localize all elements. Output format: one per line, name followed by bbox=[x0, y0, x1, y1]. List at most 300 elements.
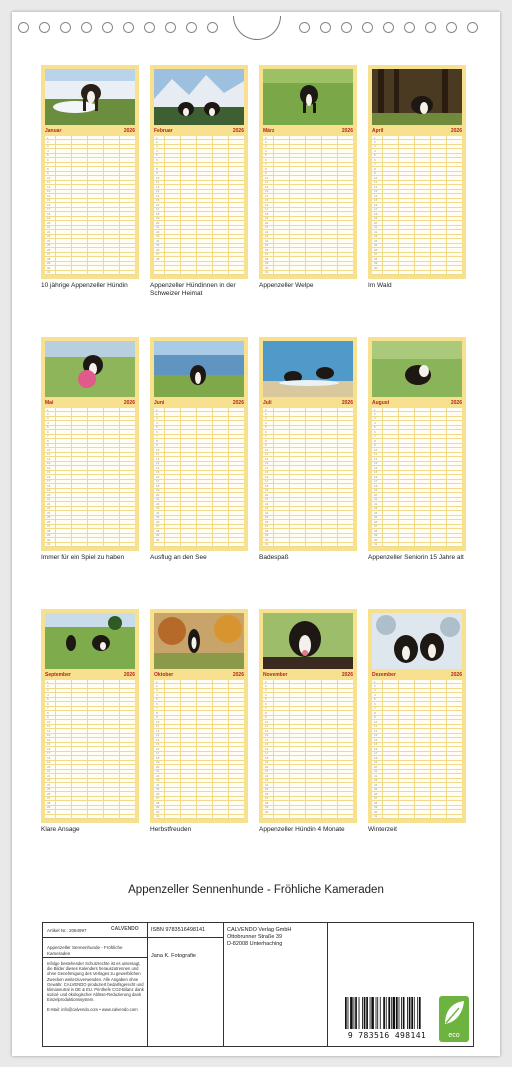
day-number: 9 bbox=[265, 171, 267, 176]
day-number: 24 bbox=[374, 782, 378, 787]
grid-column-line bbox=[103, 136, 104, 275]
day-number: 26 bbox=[265, 247, 269, 252]
day-number: 20 bbox=[156, 492, 160, 497]
month-day-grid bbox=[154, 136, 244, 275]
binding-hole bbox=[18, 22, 29, 33]
day-number: 26 bbox=[374, 519, 378, 524]
month-name: Februar bbox=[154, 128, 173, 134]
day-number: 20 bbox=[156, 764, 160, 769]
day-number: 27 bbox=[156, 252, 160, 257]
barcode-bar bbox=[376, 997, 377, 1029]
day-number: 2 bbox=[156, 411, 158, 416]
day-number: 12 bbox=[265, 456, 269, 461]
day-number: 22 bbox=[47, 773, 51, 778]
day-number: 22 bbox=[265, 501, 269, 506]
day-number: 13 bbox=[265, 189, 269, 194]
day-number: 23 bbox=[47, 778, 51, 783]
binding-hole bbox=[425, 22, 436, 33]
month-name: März bbox=[263, 128, 275, 134]
grid-column-line bbox=[119, 136, 120, 275]
grid-column-line bbox=[289, 680, 290, 819]
day-number: 10 bbox=[374, 719, 378, 724]
day-number: 7 bbox=[265, 434, 267, 439]
day-number: 15 bbox=[374, 470, 378, 475]
dog-photo-puppy bbox=[263, 613, 353, 669]
day-number: 28 bbox=[265, 256, 269, 261]
day-number: 18 bbox=[374, 483, 378, 488]
month-day-grid bbox=[45, 136, 135, 275]
day-number: 14 bbox=[47, 465, 51, 470]
month-year: 2026 bbox=[450, 400, 462, 406]
day-number: 19 bbox=[265, 216, 269, 221]
day-number: 29 bbox=[156, 805, 160, 810]
grid-column-line bbox=[446, 680, 447, 819]
day-number: 6 bbox=[47, 429, 49, 434]
caption-oktober: Herbstfreuden bbox=[150, 826, 192, 833]
day-number: 27 bbox=[265, 524, 269, 529]
day-number: 14 bbox=[374, 737, 378, 742]
day-number: 25 bbox=[156, 787, 160, 792]
day-number: 13 bbox=[156, 189, 160, 194]
day-number: 19 bbox=[156, 488, 160, 493]
binding-hole bbox=[165, 22, 176, 33]
day-number: 2 bbox=[47, 683, 49, 688]
caption-mai: Immer für ein Spiel zu haben bbox=[41, 554, 125, 561]
barcode-bar bbox=[345, 997, 347, 1029]
day-number: 7 bbox=[265, 706, 267, 711]
day-number: 25 bbox=[156, 243, 160, 248]
day-number: 15 bbox=[265, 198, 269, 203]
day-number: 20 bbox=[47, 220, 51, 225]
day-number: 18 bbox=[374, 755, 378, 760]
day-number: 9 bbox=[47, 715, 49, 720]
day-number: 13 bbox=[156, 461, 160, 466]
month-day-grid bbox=[263, 136, 353, 275]
month-name: Mai bbox=[45, 400, 54, 406]
day-number: 8 bbox=[265, 710, 267, 715]
day-number: 28 bbox=[156, 528, 160, 533]
month-header bbox=[263, 399, 353, 407]
grid-column-line bbox=[212, 408, 213, 547]
day-number: 19 bbox=[265, 760, 269, 765]
grid-column-line bbox=[337, 680, 338, 819]
day-number: 14 bbox=[156, 465, 160, 470]
barcode-bar bbox=[348, 997, 349, 1029]
grid-column-line bbox=[289, 136, 290, 275]
grid-column-line bbox=[180, 680, 181, 819]
day-number: 5 bbox=[47, 425, 49, 430]
day-number: 27 bbox=[265, 252, 269, 257]
day-number: 10 bbox=[47, 175, 51, 180]
day-number: 5 bbox=[156, 697, 158, 702]
day-number: 13 bbox=[374, 461, 378, 466]
grid-column-line bbox=[321, 136, 322, 275]
month-photo bbox=[263, 613, 353, 669]
day-row bbox=[45, 543, 135, 547]
day-number: 30 bbox=[47, 265, 51, 270]
month-year: 2026 bbox=[341, 128, 353, 134]
month-header bbox=[154, 399, 244, 407]
day-number: 5 bbox=[47, 697, 49, 702]
day-number: 14 bbox=[265, 465, 269, 470]
day-number: 21 bbox=[156, 497, 160, 502]
day-number: 7 bbox=[374, 706, 376, 711]
binding-hole bbox=[186, 22, 197, 33]
day-number: 26 bbox=[47, 519, 51, 524]
dog-photo-ball bbox=[45, 341, 135, 397]
day-number: 28 bbox=[156, 256, 160, 261]
day-number: 10 bbox=[374, 175, 378, 180]
grid-column-line bbox=[321, 680, 322, 819]
day-number: 20 bbox=[265, 220, 269, 225]
day-number: 7 bbox=[156, 434, 158, 439]
month-card-august bbox=[368, 337, 466, 551]
barcode-bar bbox=[350, 997, 353, 1029]
month-header bbox=[263, 671, 353, 679]
day-number: 12 bbox=[374, 728, 378, 733]
day-number: 8 bbox=[156, 166, 158, 171]
month-photo bbox=[45, 613, 135, 669]
day-number: 9 bbox=[156, 715, 158, 720]
day-number: 2 bbox=[265, 411, 267, 416]
day-number: 28 bbox=[374, 256, 378, 261]
day-number: 2 bbox=[374, 139, 376, 144]
day-number: 2 bbox=[47, 411, 49, 416]
caption-august: Appenzeller Seniorin 15 Jahre alt bbox=[368, 554, 464, 561]
day-number: 1 bbox=[47, 407, 49, 412]
day-number: 18 bbox=[265, 483, 269, 488]
month-name: Januar bbox=[45, 128, 62, 134]
binding-hole bbox=[102, 22, 113, 33]
day-number: 27 bbox=[156, 524, 160, 529]
day-number: 9 bbox=[374, 443, 376, 448]
day-number: 17 bbox=[47, 207, 51, 212]
day-number: 19 bbox=[47, 488, 51, 493]
day-number: 29 bbox=[265, 533, 269, 538]
day-number: 12 bbox=[47, 184, 51, 189]
day-number: 12 bbox=[156, 184, 160, 189]
day-number: 27 bbox=[47, 796, 51, 801]
day-number: 6 bbox=[374, 429, 376, 434]
month-photo bbox=[154, 613, 244, 669]
day-number: 1 bbox=[265, 407, 267, 412]
day-number: 13 bbox=[47, 733, 51, 738]
day-number: 14 bbox=[156, 737, 160, 742]
day-number: 17 bbox=[374, 479, 378, 484]
day-number: 7 bbox=[156, 706, 158, 711]
day-number: 5 bbox=[265, 697, 267, 702]
day-number: 20 bbox=[47, 764, 51, 769]
barcode-bar bbox=[355, 997, 357, 1029]
day-number: 25 bbox=[265, 243, 269, 248]
day-number: 28 bbox=[47, 256, 51, 261]
day-number: 25 bbox=[47, 515, 51, 520]
day-number: 24 bbox=[156, 238, 160, 243]
day-number: 6 bbox=[47, 701, 49, 706]
grid-column-line bbox=[196, 408, 197, 547]
binding-hole bbox=[383, 22, 394, 33]
caption-juni: Ausflug an den See bbox=[150, 554, 207, 561]
day-number: 22 bbox=[265, 229, 269, 234]
day-number: 3 bbox=[47, 688, 49, 693]
day-number: 7 bbox=[47, 162, 49, 167]
barcode-bar bbox=[359, 997, 360, 1029]
day-number: 1 bbox=[156, 135, 158, 140]
day-number: 9 bbox=[265, 715, 267, 720]
day-number: 4 bbox=[265, 420, 267, 425]
day-number: 28 bbox=[47, 528, 51, 533]
day-number: 18 bbox=[156, 483, 160, 488]
day-number: 2 bbox=[156, 139, 158, 144]
month-day-grid bbox=[372, 136, 462, 275]
grid-column-line bbox=[196, 136, 197, 275]
month-photo bbox=[154, 69, 244, 125]
month-name: August bbox=[372, 400, 390, 406]
day-number: 31 bbox=[374, 814, 378, 819]
day-number: 26 bbox=[265, 519, 269, 524]
day-number: 24 bbox=[374, 238, 378, 243]
day-number: 1 bbox=[374, 407, 376, 412]
day-number: 8 bbox=[374, 710, 376, 715]
article-number: Artikel Nr.: 2084997 bbox=[47, 928, 87, 933]
day-number: 27 bbox=[47, 524, 51, 529]
day-number: 17 bbox=[156, 751, 160, 756]
eco-label: eco bbox=[448, 1032, 460, 1039]
day-number: 30 bbox=[156, 809, 160, 814]
day-number: 18 bbox=[156, 211, 160, 216]
dog-photo-mountains bbox=[154, 69, 244, 125]
grid-column-line bbox=[446, 408, 447, 547]
grid-column-line bbox=[273, 680, 274, 819]
day-number: 28 bbox=[265, 800, 269, 805]
month-header bbox=[45, 671, 135, 679]
day-number: 12 bbox=[47, 728, 51, 733]
day-number: 12 bbox=[156, 456, 160, 461]
day-number: 1 bbox=[374, 679, 376, 684]
barcode-bar bbox=[417, 997, 418, 1029]
day-number: 16 bbox=[156, 474, 160, 479]
month-header bbox=[372, 399, 462, 407]
caption-februar: Appenzeller Hündinnen in der Schweizer Heimat bbox=[150, 282, 236, 297]
month-name: Oktober bbox=[154, 672, 174, 678]
day-number: 8 bbox=[156, 438, 158, 443]
month-header bbox=[372, 127, 462, 135]
day-number: 23 bbox=[374, 778, 378, 783]
binding-hole bbox=[446, 22, 457, 33]
day-number: 21 bbox=[374, 769, 378, 774]
calvendo-logo: CALVENDO bbox=[111, 926, 139, 932]
binding-hole bbox=[123, 22, 134, 33]
day-number: 11 bbox=[47, 452, 51, 457]
day-number: 19 bbox=[156, 760, 160, 765]
month-day-grid bbox=[45, 408, 135, 547]
grid-column-line bbox=[446, 136, 447, 275]
barcode-bar bbox=[419, 997, 421, 1029]
month-day-grid bbox=[154, 680, 244, 819]
month-name: Dezember bbox=[372, 672, 396, 678]
caption-dezember: Winterzeit bbox=[368, 826, 397, 833]
day-number: 10 bbox=[374, 447, 378, 452]
day-number: 10 bbox=[265, 719, 269, 724]
day-number: 21 bbox=[47, 225, 51, 230]
day-number: 23 bbox=[265, 506, 269, 511]
caption-januar: 10 jährige Appenzeller Hündin bbox=[41, 282, 128, 289]
day-number: 4 bbox=[374, 148, 376, 153]
day-row bbox=[263, 815, 353, 819]
day-number: 3 bbox=[156, 688, 158, 693]
day-number: 3 bbox=[374, 416, 376, 421]
day-number: 28 bbox=[265, 528, 269, 533]
day-number: 5 bbox=[374, 425, 376, 430]
day-number: 12 bbox=[265, 184, 269, 189]
day-number: 31 bbox=[47, 270, 51, 275]
day-number: 3 bbox=[265, 144, 267, 149]
day-number: 30 bbox=[265, 265, 269, 270]
day-number: 11 bbox=[374, 724, 378, 729]
day-number: 22 bbox=[47, 501, 51, 506]
day-number: 6 bbox=[374, 157, 376, 162]
day-number: 27 bbox=[156, 796, 160, 801]
day-number: 22 bbox=[374, 773, 378, 778]
day-number: 8 bbox=[47, 166, 49, 171]
day-number: 1 bbox=[156, 407, 158, 412]
day-number: 3 bbox=[47, 416, 49, 421]
day-number: 23 bbox=[374, 506, 378, 511]
day-number: 7 bbox=[374, 434, 376, 439]
grid-column-line bbox=[414, 680, 415, 819]
day-number: 18 bbox=[156, 755, 160, 760]
day-number: 26 bbox=[47, 791, 51, 796]
barcode-bar bbox=[386, 997, 387, 1029]
day-number: 20 bbox=[265, 492, 269, 497]
day-number: 16 bbox=[47, 474, 51, 479]
day-number: 23 bbox=[156, 778, 160, 783]
grid-column-line bbox=[289, 408, 290, 547]
grid-column-line bbox=[180, 408, 181, 547]
day-number: 20 bbox=[374, 220, 378, 225]
barcode-bar bbox=[407, 997, 408, 1029]
day-number: 30 bbox=[374, 265, 378, 270]
day-number: 1 bbox=[156, 679, 158, 684]
day-number: 25 bbox=[374, 243, 378, 248]
month-photo bbox=[154, 341, 244, 397]
day-number: 11 bbox=[156, 180, 160, 185]
day-number: 30 bbox=[47, 809, 51, 814]
day-number: 16 bbox=[374, 474, 378, 479]
day-number: 14 bbox=[374, 193, 378, 198]
day-number: 6 bbox=[47, 157, 49, 162]
grid-column-line bbox=[337, 136, 338, 275]
dog-photo-lake bbox=[154, 341, 244, 397]
binding-hole bbox=[404, 22, 415, 33]
binding-hole bbox=[207, 22, 218, 33]
month-year: 2026 bbox=[123, 400, 135, 406]
day-row bbox=[372, 815, 462, 819]
day-number: 30 bbox=[374, 537, 378, 542]
grid-column-line bbox=[196, 680, 197, 819]
day-number: 13 bbox=[374, 733, 378, 738]
day-row bbox=[372, 271, 462, 275]
day-number: 24 bbox=[47, 510, 51, 515]
day-number: 15 bbox=[47, 742, 51, 747]
day-number: 13 bbox=[265, 461, 269, 466]
imprint-divider bbox=[327, 923, 328, 1046]
day-number: 24 bbox=[156, 782, 160, 787]
day-number: 19 bbox=[156, 216, 160, 221]
day-number: 29 bbox=[265, 805, 269, 810]
day-number: 21 bbox=[156, 225, 160, 230]
day-number: 5 bbox=[156, 153, 158, 158]
month-year: 2026 bbox=[341, 400, 353, 406]
binding-hole bbox=[39, 22, 50, 33]
product-title: Appenzeller Sennenhunde - Fröhliche Kameraden bbox=[47, 945, 123, 956]
day-number: 23 bbox=[47, 506, 51, 511]
day-number: 12 bbox=[156, 728, 160, 733]
month-year: 2026 bbox=[232, 672, 244, 678]
caption-november: Appenzeller Hündin 4 Monate bbox=[259, 826, 345, 833]
month-day-grid bbox=[263, 680, 353, 819]
month-photo bbox=[263, 341, 353, 397]
day-number: 18 bbox=[374, 211, 378, 216]
day-number: 27 bbox=[374, 252, 378, 257]
month-card-september bbox=[41, 609, 139, 823]
day-number: 21 bbox=[374, 225, 378, 230]
day-number: 4 bbox=[47, 420, 49, 425]
day-number: 31 bbox=[47, 542, 51, 547]
day-number: 28 bbox=[156, 800, 160, 805]
day-number: 17 bbox=[156, 207, 160, 212]
photographer: Jana K. Fotografie bbox=[151, 953, 196, 959]
day-number: 14 bbox=[265, 737, 269, 742]
grid-column-line bbox=[430, 136, 431, 275]
day-number: 3 bbox=[374, 144, 376, 149]
day-number: 6 bbox=[265, 429, 267, 434]
day-number: 21 bbox=[265, 225, 269, 230]
day-number: 14 bbox=[374, 465, 378, 470]
day-number: 1 bbox=[47, 135, 49, 140]
day-number: 26 bbox=[156, 791, 160, 796]
day-number: 4 bbox=[374, 692, 376, 697]
month-name: April bbox=[372, 128, 384, 134]
day-number: 14 bbox=[265, 193, 269, 198]
month-photo bbox=[372, 341, 462, 397]
day-number: 29 bbox=[374, 805, 378, 810]
hanger-notch bbox=[233, 16, 281, 40]
day-number: 9 bbox=[47, 443, 49, 448]
day-row bbox=[372, 543, 462, 547]
day-number: 17 bbox=[374, 207, 378, 212]
day-number: 25 bbox=[265, 787, 269, 792]
day-number: 15 bbox=[156, 742, 160, 747]
barcode-bar bbox=[409, 997, 411, 1029]
barcode-bar bbox=[393, 997, 396, 1029]
binding-holes bbox=[12, 18, 500, 38]
day-number: 30 bbox=[156, 537, 160, 542]
day-number: 9 bbox=[156, 443, 158, 448]
day-number: 18 bbox=[265, 211, 269, 216]
day-number: 15 bbox=[47, 198, 51, 203]
day-number: 5 bbox=[374, 153, 376, 158]
day-number: 8 bbox=[374, 438, 376, 443]
day-number: 18 bbox=[47, 211, 51, 216]
day-number: 23 bbox=[156, 234, 160, 239]
day-number: 23 bbox=[265, 234, 269, 239]
day-number: 4 bbox=[265, 692, 267, 697]
grid-column-line bbox=[337, 408, 338, 547]
grid-column-line bbox=[71, 680, 72, 819]
binding-hole bbox=[81, 22, 92, 33]
day-number: 24 bbox=[47, 782, 51, 787]
